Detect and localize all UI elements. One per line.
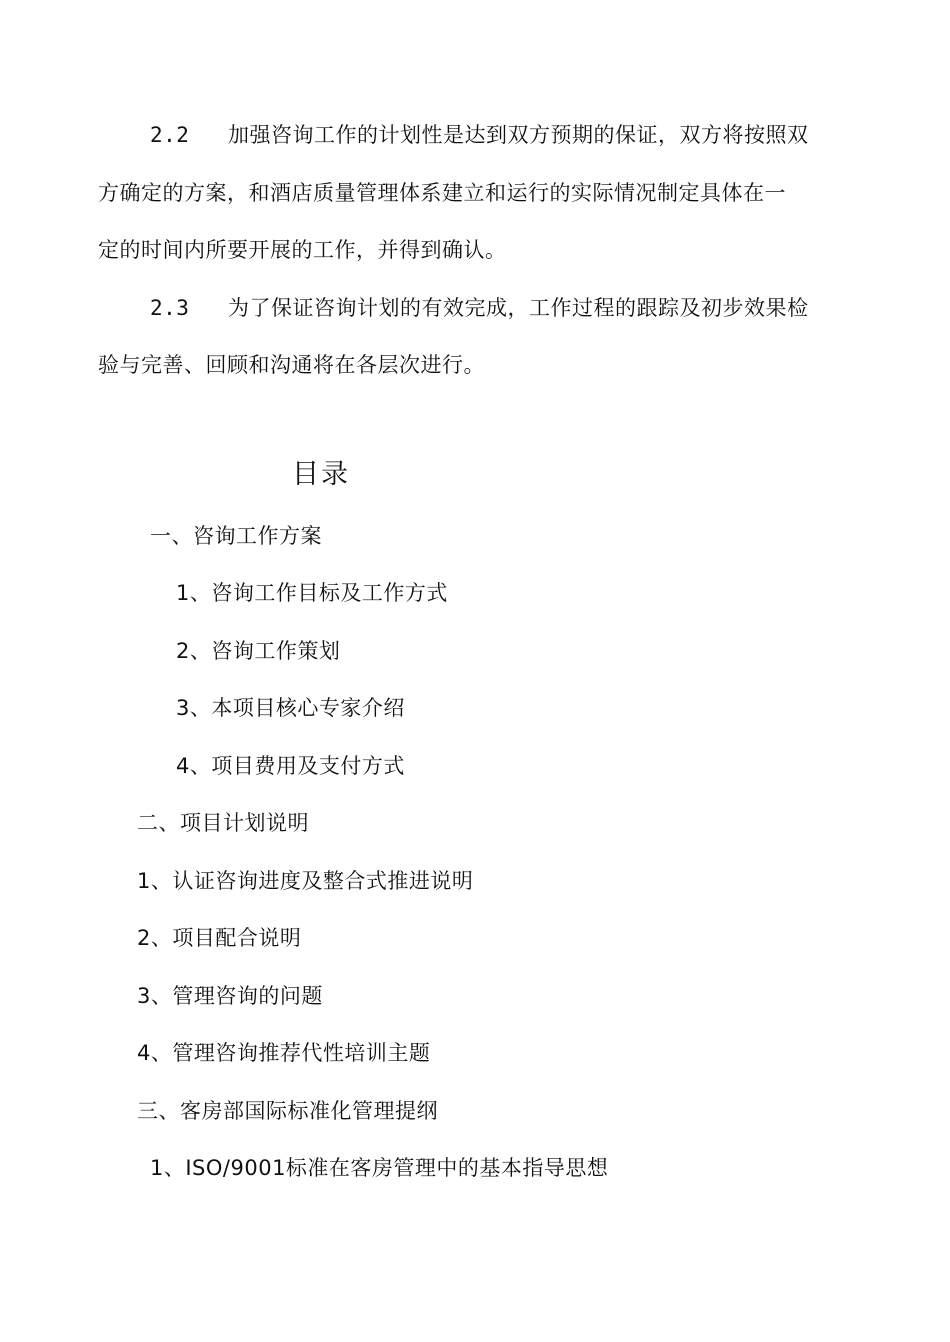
paragraph-2-3-line-1 [150,293,920,323]
paragraph-text: 加强咨询工作的计划性是达到双方预期的保证，双方将按照双 [228,123,809,147]
toc-item: 1、ISO/9001标准在客房管理中的基本指导思想 [150,1156,609,1180]
toc-item: 4、管理咨询推荐代性培训主题 [137,1041,431,1065]
toc-item: 2、咨询工作策划 [176,639,341,663]
paragraph-2-2-line-3: 定的时间内所要开展的工作，并得到确认。 [98,238,507,262]
paragraph-2-2-line-2: 方确定的方案，和酒店质量管理体系建立和运行的实际情况制定具体在一 [98,181,786,205]
toc-item: 4、项目费用及支付方式 [176,754,405,778]
section-number: 2.3 [150,296,190,320]
toc-item-section-2: 二、项目计划说明 [137,811,309,835]
toc-item: 1、认证咨询进度及整合式推进说明 [137,869,474,893]
paragraph-2-2-line-1 [150,120,920,150]
paragraph-text: 为了保证咨询计划的有效完成，工作过程的跟踪及初步效果检 [228,296,809,320]
paragraph-2-3-line-2: 验与完善、回顾和沟通将在各层次进行。 [98,353,485,377]
toc-item-section-3: 三、客房部国际标准化管理提纲 [137,1099,438,1123]
section-number: 2.2 [150,123,190,147]
toc-item: 1、咨询工作目标及工作方式 [176,581,448,605]
toc-item: 3、本项目核心专家介绍 [176,696,405,720]
toc-item: 2、项目配合说明 [137,926,302,950]
toc-title: 目录 [292,459,350,490]
toc-item: 3、管理咨询的问题 [137,984,323,1008]
toc-item-section-1: 一、咨询工作方案 [150,524,322,548]
